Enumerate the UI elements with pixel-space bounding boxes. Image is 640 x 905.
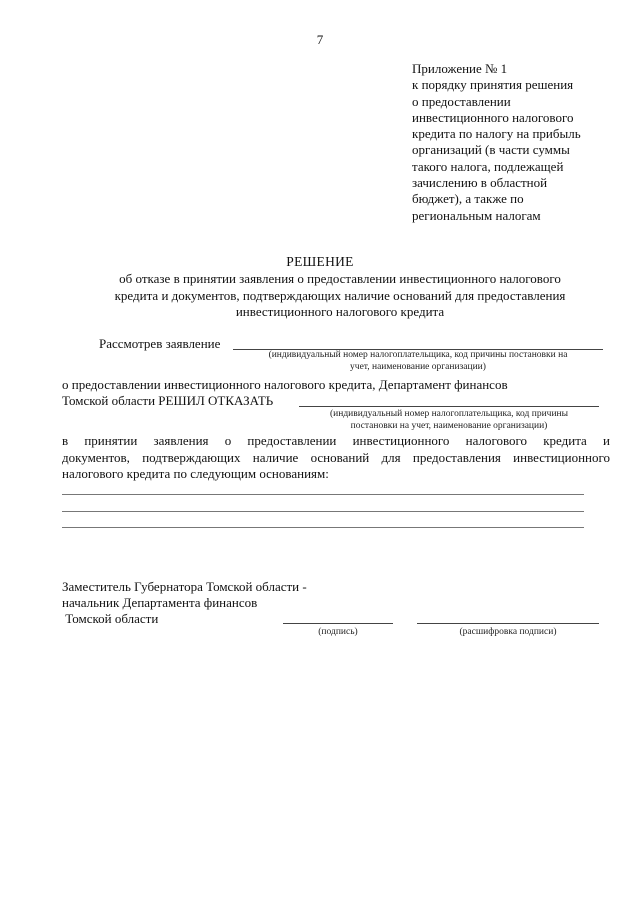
appendix-line: бюджет), а также по bbox=[412, 191, 524, 207]
appendix-block bbox=[412, 61, 612, 224]
decided-label: Томской области РЕШИЛ ОТКАЗАТЬ bbox=[62, 393, 274, 408]
about-line: о предоставлении инвестиционного налогового кредита, Департамент финансов bbox=[62, 377, 508, 392]
appendix-line: о предоставлении bbox=[412, 93, 511, 109]
appendix-line: кредита по налогу на прибыль bbox=[412, 126, 581, 142]
refusal-paragraph bbox=[62, 433, 610, 483]
signature-decoding-line[interactable] bbox=[417, 623, 599, 624]
signature-hint: (подпись) bbox=[318, 627, 358, 637]
decided-hint bbox=[299, 409, 599, 432]
decoding-hint: (расшифровка подписи) bbox=[459, 627, 557, 637]
reasons-line-1[interactable] bbox=[62, 494, 584, 495]
appendix-line: региональным налогам bbox=[412, 207, 541, 223]
page-number: 7 bbox=[316, 32, 324, 47]
subtitle-line: кредита и документов, подтверждающих наличие оснований для предоставления bbox=[114, 287, 566, 303]
appendix-line: Приложение № 1 bbox=[412, 61, 508, 76]
refusal-line: в принятии заявления о предоставлении инвестиционного налогового кредита и bbox=[62, 433, 610, 448]
document-title: РЕШЕНИЕ bbox=[286, 254, 354, 269]
appendix-line: организаций (в части суммы bbox=[412, 142, 570, 158]
decided-fill-line[interactable] bbox=[299, 406, 599, 407]
applicant-hint bbox=[233, 350, 603, 373]
hint-line: (индивидуальный номер налогоплательщика, код причины постановки на bbox=[268, 350, 568, 360]
subtitle-line: об отказе в принятии заявления о предоставлении инвестиционного налогового bbox=[119, 271, 561, 286]
appendix-line: к порядку принятия решения bbox=[412, 77, 574, 93]
hint-line: (индивидуальный номер налогоплательщика, код причины bbox=[329, 409, 568, 419]
refusal-line: налогового кредита по следующим основаниям: bbox=[62, 466, 329, 481]
appendix-line: инвестиционного налогового bbox=[412, 109, 574, 125]
signer-position-line: начальник Департамента финансов bbox=[62, 595, 258, 610]
refusal-line: документов, подтверждающих наличие оснований для предоставления инвестиционного bbox=[62, 449, 610, 465]
signer-position-line: Томской области bbox=[62, 611, 159, 626]
appendix-line: зачислению в областной bbox=[412, 175, 548, 191]
hint-line: постановки на учет, наименование организации) bbox=[350, 420, 548, 431]
considered-label: Рассмотрев заявление bbox=[99, 336, 221, 351]
signer-position-line: Заместитель Губернатора Томской области - bbox=[62, 579, 307, 594]
reasons-line-3[interactable] bbox=[62, 527, 584, 528]
appendix-line: такого налога, подлежащей bbox=[412, 158, 564, 174]
signature-line[interactable] bbox=[283, 623, 393, 624]
subtitle-line: инвестиционного налогового кредита bbox=[235, 304, 445, 319]
document-subtitle bbox=[60, 271, 620, 321]
hint-line: учет, наименование организации) bbox=[350, 361, 486, 372]
reasons-line-2[interactable] bbox=[62, 511, 584, 512]
